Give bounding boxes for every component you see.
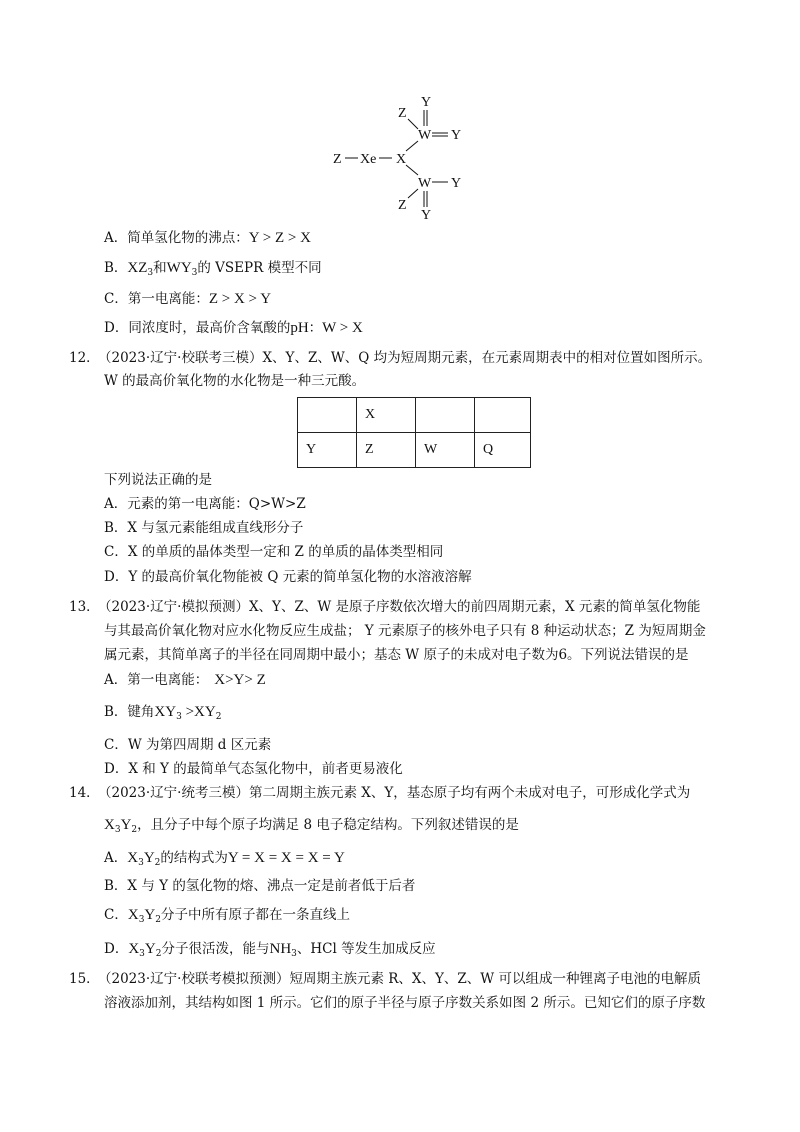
- q14-number: 14．: [69, 785, 100, 801]
- q13-option-b: B．键角$XY_3 >XY_2$: [104, 704, 222, 722]
- diagram-y-right-top: Y: [451, 128, 462, 143]
- table-cell: W: [416, 433, 475, 468]
- q12-option-b: B．X 与氢元素能组成直线形分子: [104, 520, 304, 536]
- q14-option-c: C．$X_3Y_2$分子中所有原子都在一条直线上: [104, 907, 350, 925]
- q11-option-c: C．第一电离能：Z > X > Y: [104, 291, 272, 307]
- q14-stem-line2: $X_3Y_2$，且分子中每个原子均满足 8 电子稳定结构。下列叙述错误的是: [104, 817, 519, 835]
- table-cell: Q: [475, 433, 531, 468]
- q14-option-d: D．$X_3Y_2$分子很活泼，能与$NH_3$、HCl 等发生加成反应: [104, 941, 436, 959]
- table-cell: X: [357, 398, 416, 433]
- q12-stem-line1: （2023·辽宁·校联考三模）X、Y、Z、W、Q 均为短周期元素，在元素周期表中的相对位置如图所示。: [98, 350, 712, 366]
- diagram-xe: Xe: [360, 152, 377, 167]
- diagram-z-bottom: Z: [398, 198, 407, 213]
- q12-option-c: C．X 的单质的晶体类型一定和 Z 的单质的晶体类型相同: [104, 544, 444, 560]
- q12-option-d: D．Y 的最高价氧化物能被 Q 元素的简单氢化物的水溶液溶解: [104, 569, 472, 585]
- periodic-position-table: [297, 397, 531, 468]
- q13-option-d: D．X 和 Y 的最简单气态氢化物中，前者更易液化: [104, 761, 403, 777]
- table-cell: Y: [298, 433, 357, 468]
- q15-number: 15．: [69, 971, 100, 987]
- diagram-w-bottom: W: [418, 176, 432, 191]
- table-row: [298, 398, 531, 433]
- q14-stem-line1: （2023·辽宁·统考三模）第二周期主族元素 X、Y，基态原子均有两个未成对电子，可形成化学式为: [98, 785, 691, 801]
- q12-stem-line2: W 的最高价氧化物的水化物是一种三元酸。: [104, 373, 366, 389]
- table-cell: [298, 398, 357, 433]
- q13-stem-line2: 与其最高价氧化物对应水化物反应生成盐； Y 元素原子的核外电子只有 8 种运动状态；Z 为短周期金: [104, 623, 706, 639]
- diagram-w-top: W: [418, 128, 432, 143]
- q13-stem-line1: （2023·辽宁·模拟预测）X、Y、Z、W 是原子序数依次增大的前四周期元素，X 元素的简单氢化物能: [98, 599, 701, 615]
- q14-option-a: A．$X_3Y_2$的结构式为Y = X = X = X = Y: [104, 850, 345, 868]
- table-cell: Z: [357, 433, 416, 468]
- diagram-y-bottom: Y: [421, 208, 432, 222]
- q15-stem-line2: 溶液添加剂，其结构如图 1 所示。它们的原子半径与原子序数关系如图 2 所示。已知它们的原子序数: [104, 995, 706, 1011]
- q13-stem-line3: 属元素，其简单离子的半径在同周期中最小；基态 W 原子的未成对电子数为6。下列说法错误的是: [104, 647, 689, 663]
- q11-option-d: D．同浓度时，最高价含氧酸的pH：W > X: [104, 320, 363, 336]
- diagram-z-top: Z: [398, 106, 407, 121]
- table-row: [298, 433, 531, 468]
- q12-prompt: 下列说法正确的是: [104, 472, 212, 488]
- q14-option-b: B．X 与 Y 的氢化物的熔、沸点一定是前者低于后者: [104, 878, 416, 894]
- table-cell: [475, 398, 531, 433]
- q11-option-a: A．简单氢化物的沸点：Y > Z > X: [104, 230, 311, 246]
- diagram-z-left: Z: [333, 152, 342, 167]
- q11-option-b: B．$XZ_3$和$WY_3$的 VSEPR 模型不同: [104, 260, 322, 278]
- q13-option-a: A．第一电离能： X>Y> Z: [104, 672, 266, 688]
- table-cell: [416, 398, 475, 433]
- diagram-y-right-bottom: Y: [451, 176, 462, 191]
- q13-number: 13．: [69, 599, 100, 615]
- q12-option-a: A．元素的第一电离能：Q>W>Z: [104, 496, 306, 512]
- q12-number: 12．: [69, 350, 100, 366]
- diagram-x-center: X: [396, 152, 407, 167]
- molecular-structure-diagram: [320, 88, 480, 222]
- diagram-y-top: Y: [421, 95, 432, 110]
- q15-stem-line1: （2023·辽宁·校联考模拟预测）短周期主族元素 R、X、Y、Z、W 可以组成一种锂离子电池的电解质: [98, 971, 701, 987]
- q13-option-c: C．W 为第四周期 d 区元素: [104, 737, 272, 753]
